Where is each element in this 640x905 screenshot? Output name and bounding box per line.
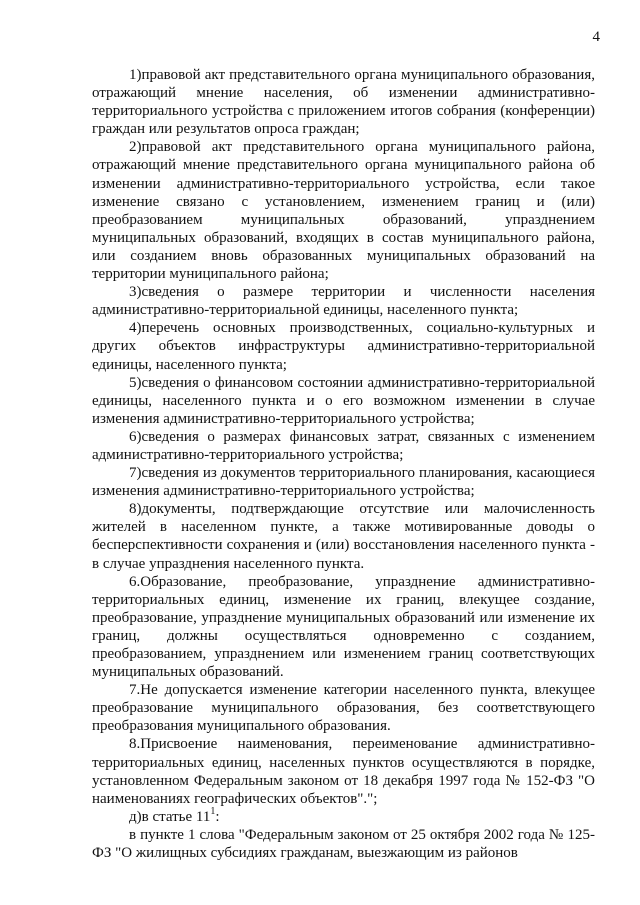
paragraph-section-6: 6.Образование, преобразование, упразднение административно-территориальных единиц, изменение их границ, влекущее создание, преобразование, упразднение муниципальных образований или изменение их границ, должны осуществляться одновременно с созданием, преобразованием, упразднением или изменением границ соответствующих муниципальных образований.	[92, 573, 595, 681]
paragraph-item-6: 6)сведения о размерах финансовых затрат, связанных с изменением административно-территориального устройства;	[92, 428, 595, 463]
article-superscript: 1	[210, 805, 216, 817]
paragraph-section-8: 8.Присвоение наименования, переименование административно-территориальных единиц, населенных пунктов осуществляются в порядке, установленном Федеральным законом от 18 декабря 1997 года № 152-ФЗ "О наименованиях географических объектов".";	[92, 736, 595, 807]
paragraph-point-1-amendment: в пункте 1 слова "Федеральным законом от 25 октября 2002 года № 125-ФЗ "О жилищных субсидиях гражданам, выезжающим из районов	[92, 826, 595, 862]
paragraph-item-5: 5)сведения о финансовом состоянии административно-территориальной единицы, населенного пункта и о его возможном изменении в случае изменения административно-территориального устройства;	[92, 374, 595, 427]
page-number: 4	[592, 29, 600, 45]
paragraph-item-1: 1)правовой акт представительного органа муниципального образования, отражающий мнение населения, об изменении административно-территориального устройства с приложением итогов собрания (конференции) граждан или результатов опроса граждан;	[92, 67, 595, 138]
paragraph-section-7: 7.Не допускается изменение категории населенного пункта, влекущее преобразование муниципального образования, без соответствующего преобразования муниципального образования.	[92, 682, 595, 735]
article-prefix: д)в статье 11	[129, 808, 211, 825]
article-heading-line	[92, 805, 595, 826]
paragraph-item-4: 4)перечень основных производственных, социально-культурных и других объектов инфраструктуры административно-территориальной единицы, населенного пункта;	[92, 320, 595, 373]
paragraph-item-3: 3)сведения о размере территории и численности населения административно-территориальной единицы, населенного пункта;	[92, 284, 595, 319]
paragraph-item-7: 7)сведения из документов территориального планирования, касающиеся изменения административно-территориального устройства;	[92, 465, 595, 500]
paragraph-item-8: 8)документы, подтверждающие отсутствие или малочисленность жителей в населенном пункте, а также мотивированные доводы о бесперспективности сохранения и (или) восстановления населенного пункта - в случае упразднения населенного пункта.	[92, 501, 595, 572]
article-suffix: :	[215, 808, 220, 825]
document-body	[92, 66, 595, 862]
paragraph-item-2: 2)правовой акт представительного органа муниципального района, отражающий мнение представительного органа муниципального района об изменении административно-территориального устройства, если такое изменение связано с установлением, изменением границ и (или) преобразованием муниципальных образований, упразднением муниципальных образований, входящих в состав муниципального района, или созданием вновь образованных муниципальных образований на территории муниципального района;	[92, 139, 595, 283]
